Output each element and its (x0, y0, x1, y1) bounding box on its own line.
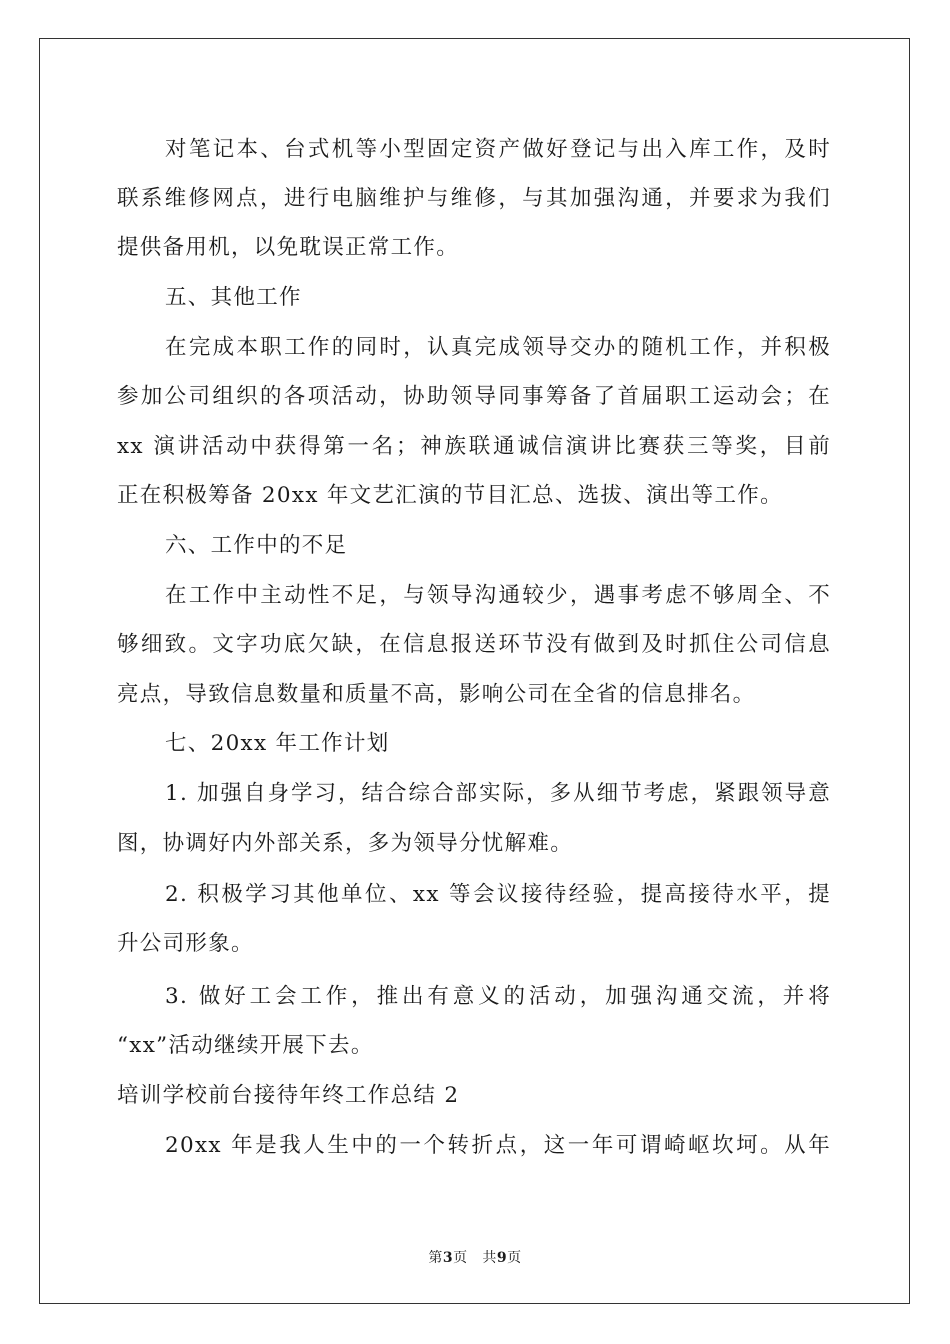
page-number: 3 (442, 1250, 454, 1266)
list-item-line: 升公司形象。 (117, 931, 254, 956)
paragraph-line: 20xx 年是我人生中的一个转折点，这一年可谓崎岖坎坷。从年 (165, 1133, 831, 1158)
article-title: 培训学校前台接待年终工作总结 2 (117, 1083, 460, 1108)
paragraph-line: 参加公司组织的各项活动，协助领导同事筹备了首届职工运动会；在 (117, 384, 831, 409)
paragraph-line: xx 演讲活动中获得第一名；神族联通诚信演讲比赛获三等奖，目前 (117, 434, 831, 459)
total-label-suffix: 页 (507, 1250, 522, 1266)
total-label-prefix: 共 (482, 1250, 497, 1266)
paragraph-line: 提供备用机，以免耽误正常工作。 (117, 235, 460, 260)
list-item-line: 图，协调好内外部关系，多为领导分忧解难。 (117, 831, 574, 856)
list-item-line: 2. 积极学习其他单位、xx 等会议接待经验，提高接待水平，提 (165, 882, 831, 907)
section-heading: 七、20xx 年工作计划 (165, 731, 390, 756)
paragraph-line: 在工作中主动性不足，与领导沟通较少，遇事考虑不够周全、不 (165, 583, 831, 608)
list-item-line: “xx”活动继续开展下去。 (117, 1033, 374, 1058)
paragraph-line: 够细致。文字功底欠缺，在信息报送环节没有做到及时抓住公司信息 (117, 632, 831, 657)
page-border (39, 38, 910, 1304)
section-heading: 六、工作中的不足 (165, 533, 348, 558)
page-footer (0, 1248, 950, 1268)
page-label-suffix: 页 (453, 1250, 468, 1266)
list-item-line: 1. 加强自身学习，结合综合部实际，多从细节考虑，紧跟领导意 (165, 781, 831, 806)
paragraph-line: 联系维修网点，进行电脑维护与维修，与其加强沟通，并要求为我们 (117, 186, 831, 211)
paragraph-line: 亮点，导致信息数量和质量不高，影响公司在全省的信息排名。 (117, 682, 756, 707)
paragraph-line: 在完成本职工作的同时，认真完成领导交办的随机工作，并积极 (165, 335, 831, 360)
list-item-line: 3. 做好工会工作，推出有意义的活动，加强沟通交流，并将 (165, 984, 831, 1009)
page-label-prefix: 第 (428, 1250, 443, 1266)
total-pages: 9 (496, 1250, 508, 1266)
paragraph-line: 对笔记本、台式机等小型固定资产做好登记与出入库工作，及时 (165, 137, 831, 162)
paragraph-line: 正在积极筹备 20xx 年文艺汇演的节目汇总、选拔、演出等工作。 (117, 483, 783, 508)
section-heading: 五、其他工作 (165, 285, 302, 310)
